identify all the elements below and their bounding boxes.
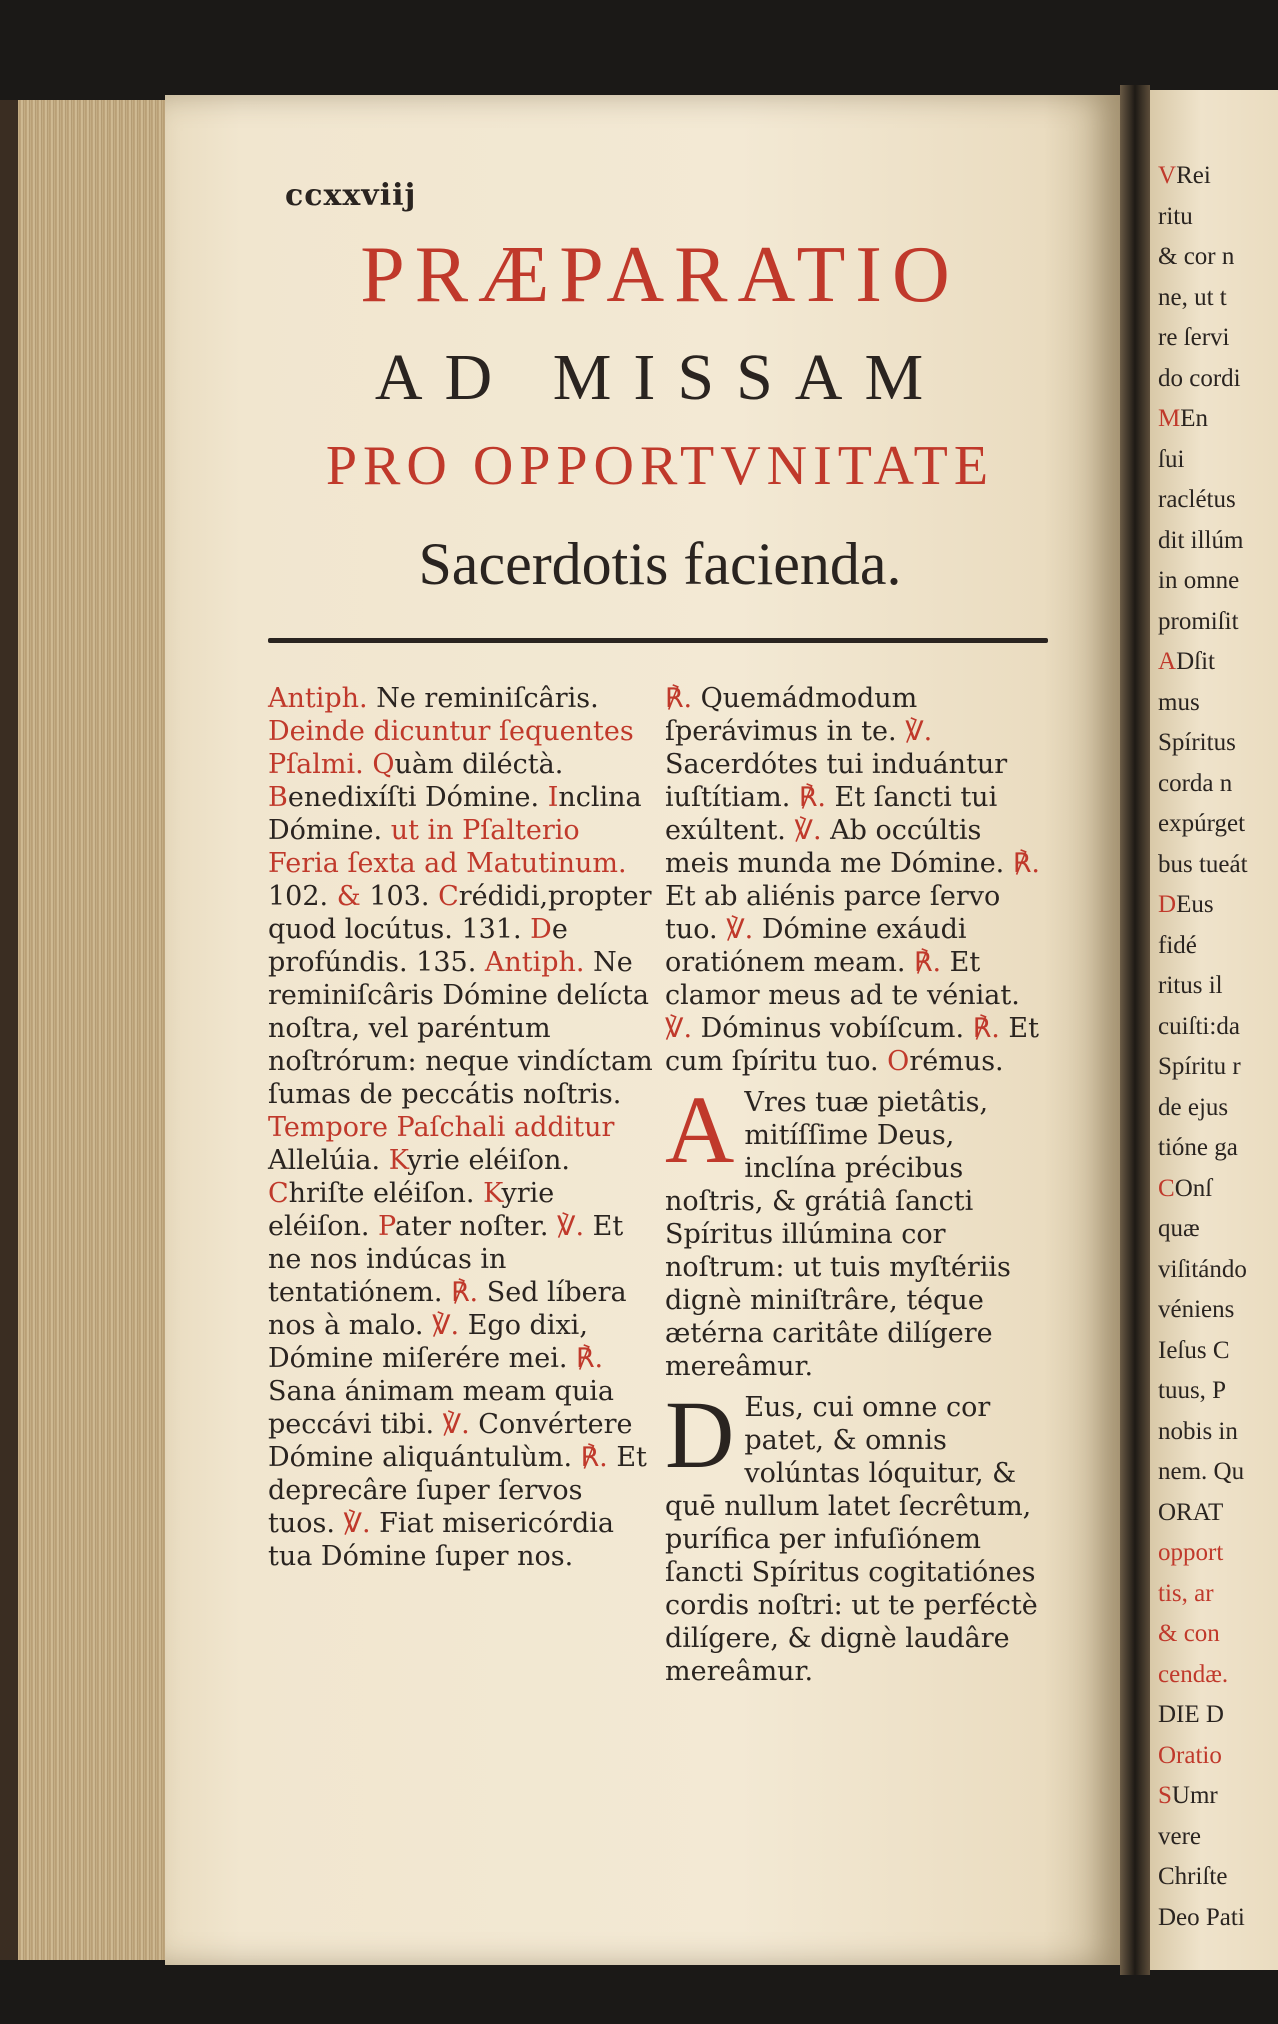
body-text: Umr — [1171, 1782, 1218, 1809]
body-text: Quemádmodum ſperávimus in te. — [665, 683, 918, 747]
body-text: Ne reminiſcâris. — [367, 683, 599, 714]
body-text: dit illúm — [1158, 526, 1244, 554]
rubric-text: ℣. — [343, 1508, 371, 1539]
facing-page-line — [1158, 284, 1227, 312]
rubric-text: ℟. — [1012, 848, 1040, 879]
rubric-text: ℟. — [576, 1343, 604, 1374]
body-text: viſitándo — [1158, 1255, 1247, 1283]
rubric-text: Antiph. — [484, 947, 585, 978]
facing-page-line — [1158, 405, 1208, 433]
book-edge — [0, 100, 183, 1960]
body-text: tióne ga — [1158, 1134, 1238, 1161]
body-text: ritu — [1158, 202, 1193, 230]
prayer-2 — [665, 1381, 1050, 1688]
prayer-1 — [665, 1076, 1050, 1383]
rubric-text: tis, ar — [1158, 1579, 1214, 1607]
rubric-text: Q — [372, 749, 395, 780]
body-text: bus tueát — [1158, 850, 1248, 878]
facing-page-line — [1158, 648, 1215, 676]
body-text: enedixíſti Dómine. — [287, 782, 540, 813]
facing-page-line — [1158, 810, 1245, 838]
rubric-text: ℟. — [914, 947, 942, 978]
facing-page-line — [1158, 1539, 1223, 1567]
body-text: raclétus — [1158, 486, 1236, 513]
body-text: cuiſti:da — [1158, 1012, 1240, 1040]
rubric-text: ℣. — [794, 815, 822, 846]
facing-page-line — [1158, 1782, 1218, 1810]
body-text: Et ab aliénis parce ſervo tuo. — [665, 881, 1001, 945]
rubric-text: ℣. — [442, 1409, 470, 1440]
body-text: ritus il — [1158, 972, 1223, 999]
left-column-segment — [268, 683, 599, 714]
body-text: véniens — [1158, 1296, 1235, 1323]
body-text: ater noſter. — [395, 1211, 549, 1242]
facing-page-line — [1158, 1053, 1241, 1081]
left-column — [268, 682, 653, 1573]
facing-page-line — [1158, 1620, 1220, 1648]
facing-page-line — [1158, 972, 1223, 1000]
rubric-text: & con — [1158, 1620, 1220, 1647]
rubric-text: O — [887, 1046, 910, 1077]
body-text: re ſervi — [1158, 324, 1230, 351]
body-text: Ieſus C — [1158, 1336, 1230, 1364]
rubric-text: K — [483, 1178, 502, 1209]
body-text: quæ — [1158, 1215, 1200, 1242]
facing-page-line — [1158, 1701, 1224, 1729]
body-text: tuus, P — [1158, 1377, 1227, 1404]
rubric-text: ℟. — [972, 1013, 1000, 1044]
facing-page-line — [1158, 1134, 1238, 1162]
body-text: Fiat misericórdia tua Dómine ſuper nos. — [268, 1508, 614, 1572]
body-text: Et cum ſpíritu tuo. — [665, 1013, 1039, 1077]
body-text: 103. — [360, 881, 430, 912]
right-column-segment — [665, 1013, 973, 1044]
facing-page-line — [1158, 1175, 1212, 1203]
rubric-text: D — [530, 914, 552, 945]
body-text: En — [1180, 405, 1209, 432]
body-text: Convértere Dómine aliquántulùm. — [268, 1409, 633, 1473]
facing-page-line — [1158, 527, 1243, 555]
body-text: de ejus — [1158, 1093, 1229, 1121]
rubric-text: opport — [1158, 1539, 1224, 1566]
body-text: Chriſte — [1158, 1863, 1228, 1890]
rubric-text: A — [1158, 648, 1177, 675]
right-column — [665, 682, 1050, 1690]
body-text: do cordi — [1158, 364, 1241, 392]
rubric-text: ℣. — [432, 1310, 460, 1341]
facing-page-line — [1158, 1418, 1238, 1446]
facing-page-line — [1158, 243, 1234, 271]
rubric-text: ℟. — [798, 782, 826, 813]
title-line-1: PRÆPARATIO — [360, 231, 960, 319]
rubric-text: Oratio — [1158, 1741, 1222, 1769]
left-column-segment — [389, 1145, 570, 1176]
left-column-segment — [268, 782, 548, 813]
body-text: fidé — [1158, 931, 1197, 959]
prayer-2-text: Eus, cui omne cor patet, & omnis volúntas lóquitur, & quē nullum latet ſecrêtum, purífica per infuſiónem ſancti Spíritus cogitatiónes cordis noſtri: ut te perféctè dilígere, & dignè laudâre mereâmur. — [665, 1392, 1038, 1687]
facing-page-line — [1158, 567, 1239, 595]
facing-page — [1150, 90, 1278, 1970]
body-text: in omne — [1158, 567, 1240, 594]
facing-page-line — [1158, 1296, 1234, 1324]
facing-page-line — [1158, 770, 1232, 798]
rubric-text: C — [438, 881, 459, 912]
body-text: rémus. — [909, 1046, 1004, 1077]
body-text: promiſit — [1158, 607, 1239, 635]
facing-page-line — [1158, 1377, 1226, 1405]
facing-page-line — [1158, 891, 1214, 919]
rubric-text: P — [378, 1211, 396, 1242]
facing-page-line — [1158, 689, 1200, 717]
body-text: Et deprecâre ſuper ſervos tuos. — [268, 1442, 647, 1539]
body-text: Onſ — [1174, 1174, 1213, 1202]
facing-page-line — [1158, 1256, 1247, 1284]
facing-page-line — [1158, 486, 1236, 514]
body-text: Et ſancti tui exúltent. — [665, 782, 998, 846]
prayer-1-text: Vres tuæ pietâtis, mitíſſime Deus, inclína précibus noſtris, & grátiâ ſancti Spíritus illúmina cor noſtrum: ut tuis myſtériis dignè miniſtrâre, téque ætérna caritâte dilígere mereâmur. — [665, 1087, 1011, 1382]
left-column-segment — [378, 1211, 557, 1242]
body-text: e profúndis. 135. — [268, 914, 568, 978]
body-text: uàm diléctà. — [394, 749, 564, 780]
body-text: Rei — [1176, 162, 1211, 189]
body-text: expúrget — [1158, 810, 1246, 837]
facing-page-line — [1158, 324, 1229, 352]
body-text: hriſte eléiſon. — [288, 1178, 475, 1209]
body-text: Et clamor meus ad te véniat. — [665, 947, 1020, 1011]
rubric-text: ut in Pſalterio Feria ſexta ad Matutinum. — [268, 815, 627, 879]
body-text: mus — [1158, 688, 1200, 716]
facing-page-line — [1158, 1013, 1240, 1041]
facing-page-line — [1158, 1742, 1222, 1770]
rubric-text: ℣. — [557, 1211, 585, 1242]
facing-page-line — [1158, 1458, 1244, 1486]
rubric-text: S — [1158, 1782, 1172, 1809]
facing-page-line — [1158, 1215, 1200, 1243]
rubric-text: C — [268, 1178, 289, 1209]
facing-page-line — [1158, 365, 1241, 393]
body-text: Dómine exáudi oratiónem meam. — [665, 914, 967, 978]
body-text: Sed líbera nos à malo. — [268, 1277, 627, 1341]
body-text: DIE D — [1158, 1701, 1224, 1728]
rubric-text: & — [336, 881, 361, 912]
facing-page-line — [1158, 1863, 1227, 1891]
rubric-text: ℣. — [905, 716, 933, 747]
rubric-text: K — [388, 1145, 408, 1176]
left-column-segment — [337, 881, 438, 912]
facing-page-line — [1158, 608, 1239, 636]
body-text: nem. Qu — [1158, 1458, 1245, 1485]
rubric-text: ℣. — [726, 914, 754, 945]
body-text: vere — [1158, 1822, 1202, 1850]
body-text: yrie eléiſon. — [268, 1178, 555, 1242]
body-text: Spíritu r — [1158, 1053, 1241, 1080]
facing-page-line — [1158, 162, 1211, 190]
body-text: ORAT — [1158, 1498, 1224, 1526]
body-text: Dſit — [1176, 648, 1215, 675]
title-line-2: AD MISSAM — [374, 341, 946, 414]
facing-page-line — [1158, 1094, 1228, 1122]
body-text: yrie eléiſon. — [407, 1145, 570, 1176]
body-text: ſui — [1158, 445, 1185, 473]
right-column-segment — [887, 1046, 1003, 1077]
body-text: corda n — [1158, 769, 1233, 797]
facing-page-line — [1158, 1823, 1201, 1851]
facing-page-line — [1158, 729, 1236, 757]
rubric-text: B — [268, 782, 288, 813]
facing-page-line — [1158, 932, 1197, 960]
rubric-text: ℟. — [665, 683, 693, 714]
facing-page-line — [1158, 446, 1184, 474]
body-text: rédidi,propter quod locútus. 131. — [268, 881, 652, 945]
title-line-4: Sacerdotis facienda. — [418, 531, 902, 597]
body-text: & cor n — [1158, 243, 1235, 270]
title-line-3: PRO OPPORTVNITATE — [325, 435, 995, 497]
body-text: ne, ut t — [1158, 283, 1227, 311]
facing-page-line — [1158, 851, 1248, 879]
title-rule — [268, 638, 1048, 643]
rubric-text: Antiph. — [268, 683, 368, 714]
body-text: Ab occúltis meis munda me Dómine. — [665, 815, 1005, 879]
facing-page-line — [1158, 1499, 1223, 1527]
body-text: Allelúia. — [268, 1145, 381, 1176]
prayer-1-initial: A — [665, 1076, 735, 1183]
facing-page-line — [1158, 1904, 1245, 1932]
body-text: nclina Dómine. — [268, 782, 642, 846]
rubric-text: M — [1158, 405, 1181, 432]
body-text: Eus — [1176, 891, 1214, 918]
facing-page-line — [1158, 1337, 1230, 1365]
body-text: Ego dixi, Dómine miſerére mei. — [268, 1310, 588, 1374]
rubric-text: ℟. — [580, 1442, 608, 1473]
rubric-text: D — [1158, 891, 1177, 918]
left-column-segment — [372, 749, 563, 780]
rubric-text: ℟. — [451, 1277, 479, 1308]
facing-page-line — [1158, 1580, 1214, 1608]
body-text: Ne reminiſcâris Dómine delícta noſtra, vel paréntum noſtrórum: neque vindíctam ſumas de peccátis noſtris. — [268, 947, 653, 1110]
body-text: Dóminus vobíſcum. — [692, 1013, 965, 1044]
body-text: Deo Pati — [1158, 1903, 1245, 1931]
left-column-segment — [268, 1178, 483, 1209]
body-text: 102. — [268, 881, 329, 912]
rubric-text: ℣. — [665, 1013, 693, 1044]
rubric-text: Deinde dicuntur ſequentes Pſalmi. — [268, 716, 634, 780]
body-text: nobis in — [1158, 1417, 1238, 1445]
rubric-text: I — [547, 782, 559, 813]
facing-page-line — [1158, 1661, 1228, 1689]
body-text: Et ne nos indúcas in tentatiónem. — [268, 1211, 624, 1308]
rubric-text: C — [1158, 1174, 1175, 1202]
facing-page-line — [1158, 203, 1193, 231]
body-text: Spíritus — [1158, 729, 1236, 756]
rubric-text: cendæ. — [1158, 1660, 1229, 1688]
prayer-2-initial: D — [665, 1381, 735, 1488]
rubric-text: V — [1158, 162, 1177, 189]
rubric-text: Tempore Paſchali additur — [268, 1112, 615, 1143]
page-number: ccxxviij — [285, 178, 417, 213]
book-gutter — [1120, 85, 1150, 1975]
right-column-segment — [665, 683, 917, 747]
body-text: Sacerdótes tui induántur iuſtítiam. — [665, 749, 1008, 813]
body-text: Sana ánimam meam quia peccávi tibi. — [268, 1376, 614, 1440]
